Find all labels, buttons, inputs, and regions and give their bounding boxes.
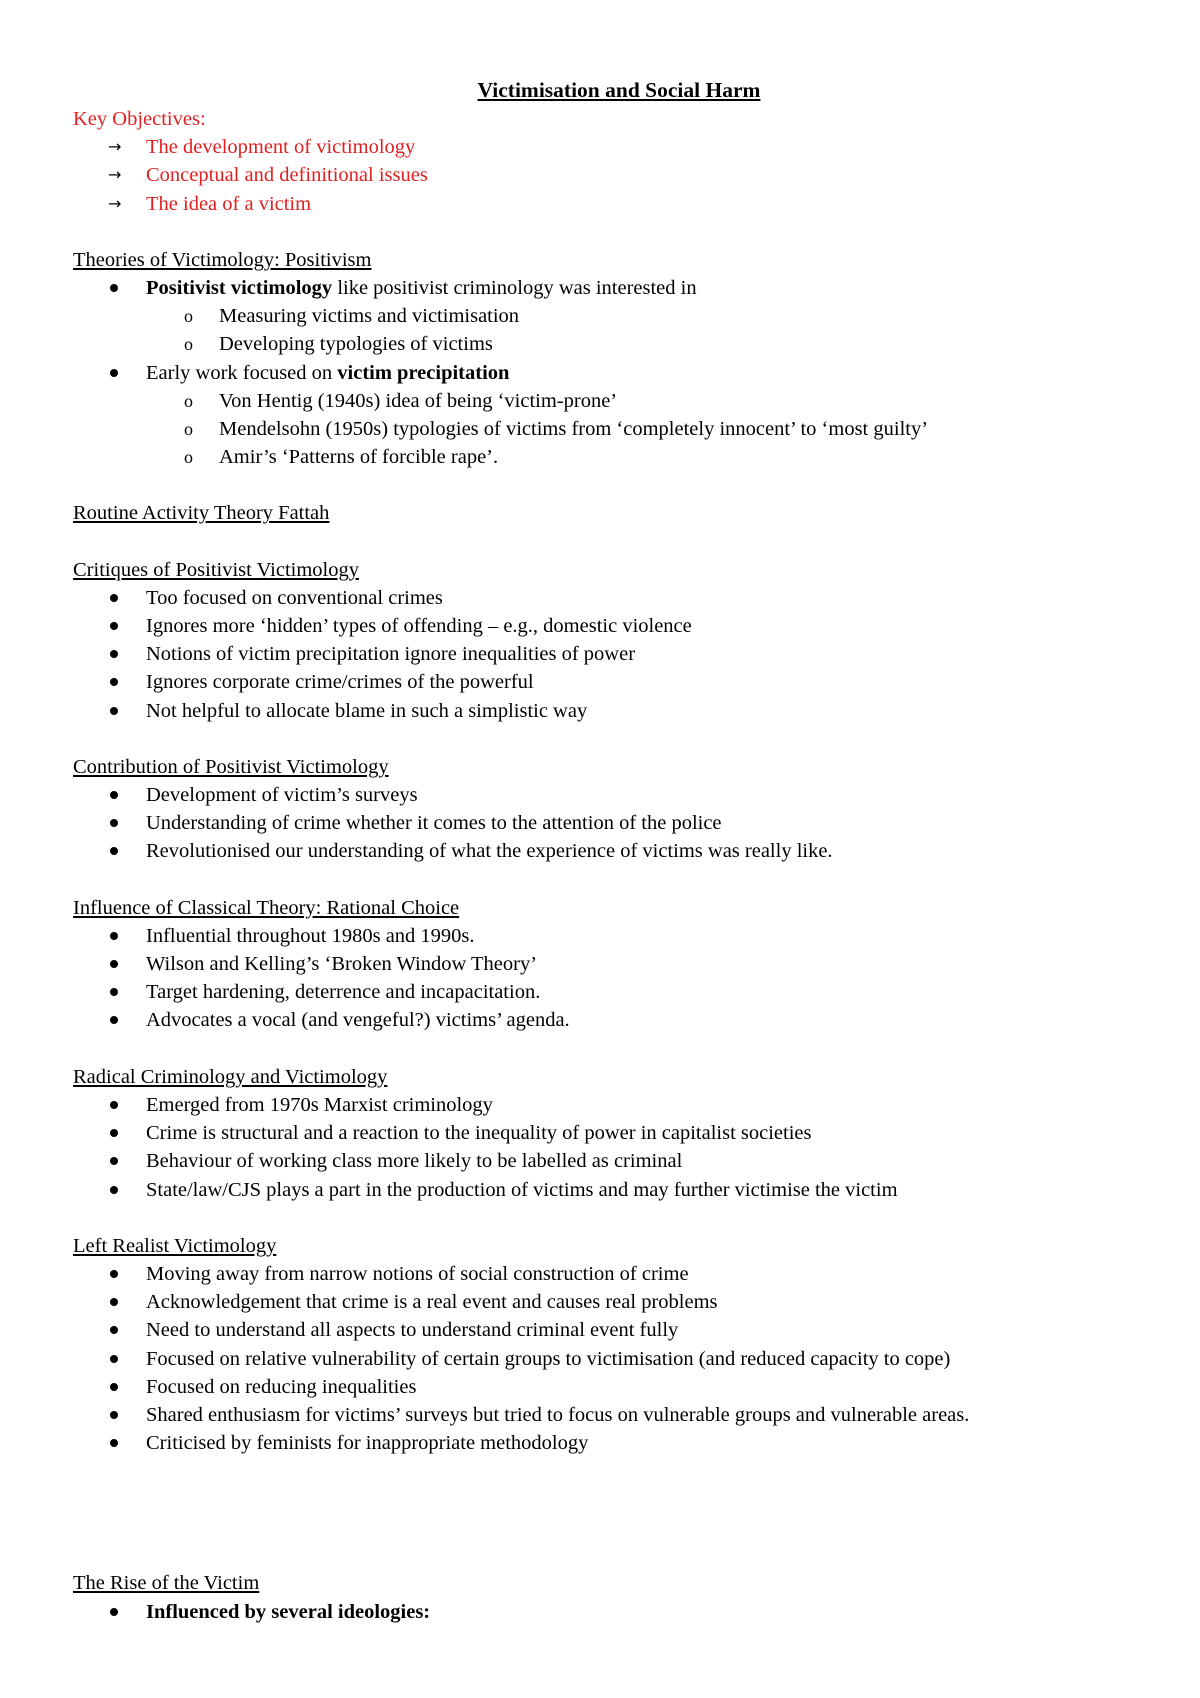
list-item-text: Target hardening, deterrence and incapacitation. bbox=[146, 981, 541, 1004]
section-heading: The Rise of the Victim bbox=[73, 1572, 260, 1595]
list-item-text: Early work focused on bbox=[146, 361, 338, 384]
key-objectives bbox=[73, 105, 1140, 218]
list-item bbox=[73, 1429, 1140, 1457]
sub-list-item-text: Developing typologies of victims bbox=[219, 333, 493, 356]
list-item-text: Revolutionised our understanding of what the experience of victims was really like. bbox=[146, 840, 833, 863]
section-left-realist bbox=[73, 1232, 1140, 1458]
list-item bbox=[73, 697, 1140, 725]
bullet-icon bbox=[110, 1298, 118, 1306]
list-item-text: Advocates a vocal (and vengeful?) victims’ agenda. bbox=[146, 1009, 570, 1032]
bullet-icon bbox=[110, 819, 118, 827]
list-item-text: Emerged from 1970s Marxist criminology bbox=[146, 1093, 493, 1116]
list-item-text: like positivist criminology was interested in bbox=[332, 277, 697, 300]
bullet-list bbox=[73, 922, 1140, 1035]
list-item-text: Notions of victim precipitation ignore inequalities of power bbox=[146, 643, 636, 666]
bullet-icon bbox=[110, 1383, 118, 1391]
sub-list-item bbox=[73, 443, 1140, 471]
circle-bullet-icon: o bbox=[184, 334, 193, 355]
list-item-text: Focused on relative vulnerability of certain groups to victimisation (and reduced capacity to cope) bbox=[146, 1347, 951, 1370]
bullet-icon bbox=[110, 594, 118, 602]
bullet-icon bbox=[110, 1439, 118, 1447]
bullet-list bbox=[73, 1091, 1140, 1204]
bullet-icon bbox=[110, 1129, 118, 1137]
list-item-text: Ignores corporate crime/crimes of the powerful bbox=[146, 671, 534, 694]
circle-bullet-icon: o bbox=[184, 306, 193, 327]
key-objective-item bbox=[73, 190, 1140, 218]
bullet-list bbox=[73, 781, 1140, 866]
key-objectives-list bbox=[73, 133, 1140, 218]
bullet-icon bbox=[110, 960, 118, 968]
list-item bbox=[73, 781, 1140, 809]
list-item-text: Ignores more ‘hidden’ types of offending – e.g., domestic violence bbox=[146, 615, 692, 638]
bold-term: Positivist victimology bbox=[146, 277, 333, 300]
list-item bbox=[73, 978, 1140, 1006]
list-item bbox=[73, 922, 1140, 950]
section-critiques bbox=[73, 556, 1140, 725]
circle-bullet-icon: o bbox=[184, 419, 193, 440]
circle-bullet-icon: o bbox=[184, 390, 193, 411]
section-contribution bbox=[73, 753, 1140, 866]
list-item bbox=[73, 1345, 1140, 1373]
sub-bullet-list bbox=[146, 302, 1140, 358]
list-item bbox=[73, 1006, 1140, 1034]
list-item bbox=[73, 359, 1140, 472]
list-item bbox=[73, 1373, 1140, 1401]
list-item bbox=[73, 1288, 1140, 1316]
list-item bbox=[73, 1598, 1140, 1626]
sub-bullet-list bbox=[146, 387, 1140, 472]
sub-list-item-text: Measuring victims and victimisation bbox=[219, 305, 520, 328]
bold-term: victim precipitation bbox=[337, 361, 510, 384]
list-item-text: Influential throughout 1980s and 1990s. bbox=[146, 924, 475, 947]
arrow-icon: → bbox=[108, 137, 122, 157]
list-item-text: Development of victim’s surveys bbox=[146, 784, 418, 807]
sub-list-item-text: Von Hentig (1940s) idea of being ‘victim-prone’ bbox=[219, 389, 618, 412]
bullet-icon bbox=[110, 622, 118, 630]
bullet-icon bbox=[110, 1411, 118, 1419]
list-item-text: Shared enthusiasm for victims’ surveys but tried to focus on vulnerable groups and vulnerable areas. bbox=[146, 1403, 970, 1426]
list-item bbox=[73, 1119, 1140, 1147]
bullet-icon bbox=[110, 988, 118, 996]
key-objective-text: The development of victimology bbox=[146, 136, 416, 159]
bold-term: Influenced by several ideologies: bbox=[146, 1600, 431, 1623]
list-item bbox=[73, 950, 1140, 978]
section-theories-positivism bbox=[73, 246, 1140, 472]
bullet-icon bbox=[110, 650, 118, 658]
list-item bbox=[73, 809, 1140, 837]
bullet-icon bbox=[110, 707, 118, 715]
bullet-icon bbox=[110, 1016, 118, 1024]
bullet-icon bbox=[110, 369, 118, 377]
section-heading: Contribution of Positivist Victimology bbox=[73, 755, 389, 778]
bullet-icon bbox=[110, 1157, 118, 1165]
list-item bbox=[73, 274, 1140, 359]
section-heading: Radical Criminology and Victimology bbox=[73, 1065, 388, 1088]
sub-list-item bbox=[73, 302, 1140, 330]
key-objective-text: Conceptual and definitional issues bbox=[146, 164, 428, 187]
bullet-icon bbox=[110, 847, 118, 855]
list-item bbox=[73, 640, 1140, 668]
bullet-icon bbox=[110, 932, 118, 940]
bullet-list bbox=[73, 1260, 1140, 1457]
list-item-text: Understanding of crime whether it comes to the attention of the police bbox=[146, 812, 722, 835]
section-rise-of-victim bbox=[73, 1569, 1140, 1625]
list-item-text: Crime is structural and a reaction to the inequality of power in capitalist societies bbox=[146, 1122, 812, 1145]
sub-list-item bbox=[73, 387, 1140, 415]
list-item-text: Moving away from narrow notions of social construction of crime bbox=[146, 1262, 689, 1285]
key-objectives-label: Key Objectives: bbox=[73, 108, 206, 130]
list-item bbox=[73, 1091, 1140, 1119]
list-item-text: Need to understand all aspects to understand criminal event fully bbox=[146, 1319, 679, 1342]
list-item bbox=[73, 612, 1140, 640]
arrow-icon: → bbox=[108, 165, 122, 185]
bullet-icon bbox=[110, 791, 118, 799]
list-item-text: Acknowledgement that crime is a real event and causes real problems bbox=[146, 1291, 718, 1314]
list-item bbox=[73, 1147, 1140, 1175]
list-item-text: Behaviour of working class more likely to be labelled as criminal bbox=[146, 1150, 683, 1173]
section-classical-theory bbox=[73, 894, 1140, 1035]
section-heading: Left Realist Victimology bbox=[73, 1234, 277, 1257]
section-heading: Theories of Victimology: Positivism bbox=[73, 248, 372, 271]
sub-list-item-text: Mendelsohn (1950s) typologies of victims from ‘completely innocent’ to ‘most guilty’ bbox=[219, 418, 929, 441]
bullet-icon bbox=[110, 1326, 118, 1334]
list-item bbox=[73, 1316, 1140, 1344]
list-item-text: Focused on reducing inequalities bbox=[146, 1375, 417, 1398]
list-item-text: Too focused on conventional crimes bbox=[146, 586, 443, 609]
list-item bbox=[73, 584, 1140, 612]
list-item-text: Not helpful to allocate blame in such a simplistic way bbox=[146, 699, 588, 722]
key-objective-item bbox=[73, 133, 1140, 161]
key-objective-item bbox=[73, 161, 1140, 189]
circle-bullet-icon: o bbox=[184, 447, 193, 468]
sub-list-item-text: Amir’s ‘Patterns of forcible rape’. bbox=[219, 446, 499, 469]
section-heading: Influence of Classical Theory: Rational Choice bbox=[73, 896, 460, 919]
section-radical-criminology bbox=[73, 1063, 1140, 1204]
key-objective-text: The idea of a victim bbox=[146, 192, 312, 215]
bullet-icon bbox=[110, 1355, 118, 1363]
bullet-icon bbox=[110, 1101, 118, 1109]
section-heading: Critiques of Positivist Victimology bbox=[73, 558, 359, 581]
list-item bbox=[73, 837, 1140, 865]
list-item bbox=[73, 1401, 1140, 1429]
list-item-text: Wilson and Kelling’s ‘Broken Window Theory’ bbox=[146, 953, 538, 976]
bullet-list bbox=[73, 1598, 1140, 1626]
sub-list-item bbox=[73, 330, 1140, 358]
section-routine-activity bbox=[73, 499, 1140, 527]
document-title: Victimisation and Social Harm bbox=[477, 78, 761, 102]
list-item-text: Criticised by feminists for inappropriate methodology bbox=[146, 1432, 589, 1455]
section-heading: Routine Activity Theory Fattah bbox=[73, 502, 330, 525]
sub-list-item bbox=[73, 415, 1140, 443]
bullet-icon bbox=[110, 1186, 118, 1194]
list-item-text: State/law/CJS plays a part in the production of victims and may further victimise the victim bbox=[146, 1178, 898, 1201]
arrow-icon: → bbox=[108, 193, 122, 213]
list-item bbox=[73, 1260, 1140, 1288]
bullet-list bbox=[73, 274, 1140, 471]
bullet-list bbox=[73, 584, 1140, 725]
bullet-icon bbox=[110, 284, 118, 292]
list-item bbox=[73, 668, 1140, 696]
bullet-icon bbox=[110, 678, 118, 686]
list-item bbox=[73, 1176, 1140, 1204]
bullet-icon bbox=[110, 1270, 118, 1278]
bullet-icon bbox=[110, 1608, 118, 1616]
